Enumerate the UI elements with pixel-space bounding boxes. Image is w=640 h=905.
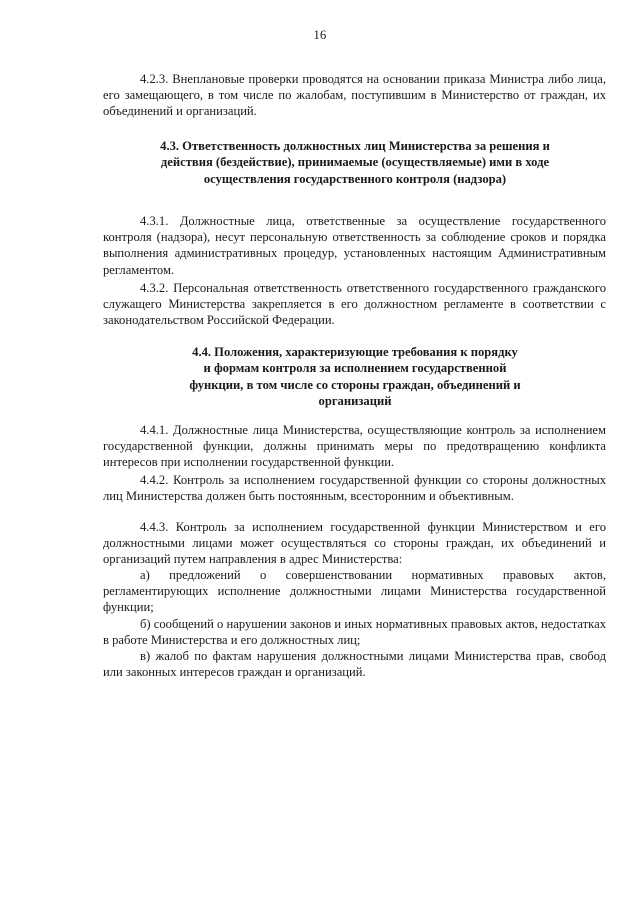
section-heading-4-4: 4.4. Положения, характеризующие требования к порядку и формам контроля за исполнением государственной функции, в том числе со стороны граждан, объединений и организаций — [189, 345, 521, 409]
paragraph-4-3-1: 4.3.1. Должностные лица, ответственные за осуществление государственного контроля (надзора), несут персональную ответственность за соблюдение сроков и порядка выполнения административных процедур, установленных настоящим Административным регламентом. — [103, 214, 606, 277]
list-item-c: в) жалоб по фактам нарушения должностными лицами Министерства прав, свобод или законных интересов граждан и организаций. — [103, 649, 606, 680]
page-number: 16 — [313, 28, 327, 42]
paragraph-4-3-2: 4.3.2. Персональная ответственность ответственного государственного гражданского служащего Министерства закрепляется в его должностном регламенте в соответствии с законодательством Российской Федерации. — [103, 281, 606, 328]
paragraph-4-4-3: 4.4.3. Контроль за исполнением государственной функции Министерством и его должностными лицами может осуществляться со стороны граждан, их объединений и организаций путем направления в адрес Министерства: — [103, 520, 606, 567]
section-heading-4-3: 4.3. Ответственность должностных лиц Министерства за решения и действия (бездействие), принимаемые (осуществляемые) ими в ходе осуществления государственного контроля (надзора) — [160, 139, 550, 186]
list-item-a: а) предложений о совершенствовании нормативных правовых актов, регламентирующих исполнение должностными лицами Министерства государственной функции; — [103, 568, 606, 615]
list-item-b: б) сообщений о нарушении законов и иных нормативных правовых актов, недостатках в работе Министерства и его должностных лиц; — [103, 617, 606, 648]
paragraph-4-2-3: 4.2.3. Внеплановые проверки проводятся на основании приказа Министра либо лица, его замещающего, в том числе по жалобам, поступившим в Министерство от граждан, их объединений и организаций. — [103, 72, 606, 119]
paragraph-4-4-2: 4.4.2. Контроль за исполнением государственной функции со стороны должностных лиц Министерства должен быть постоянным, всесторонним и объективным. — [103, 473, 606, 504]
paragraph-4-4-1: 4.4.1. Должностные лица Министерства, осуществляющие контроль за исполнением государственной функции, должны принимать меры по предотвращению конфликта интересов при исполнении государственной функции. — [103, 423, 606, 470]
